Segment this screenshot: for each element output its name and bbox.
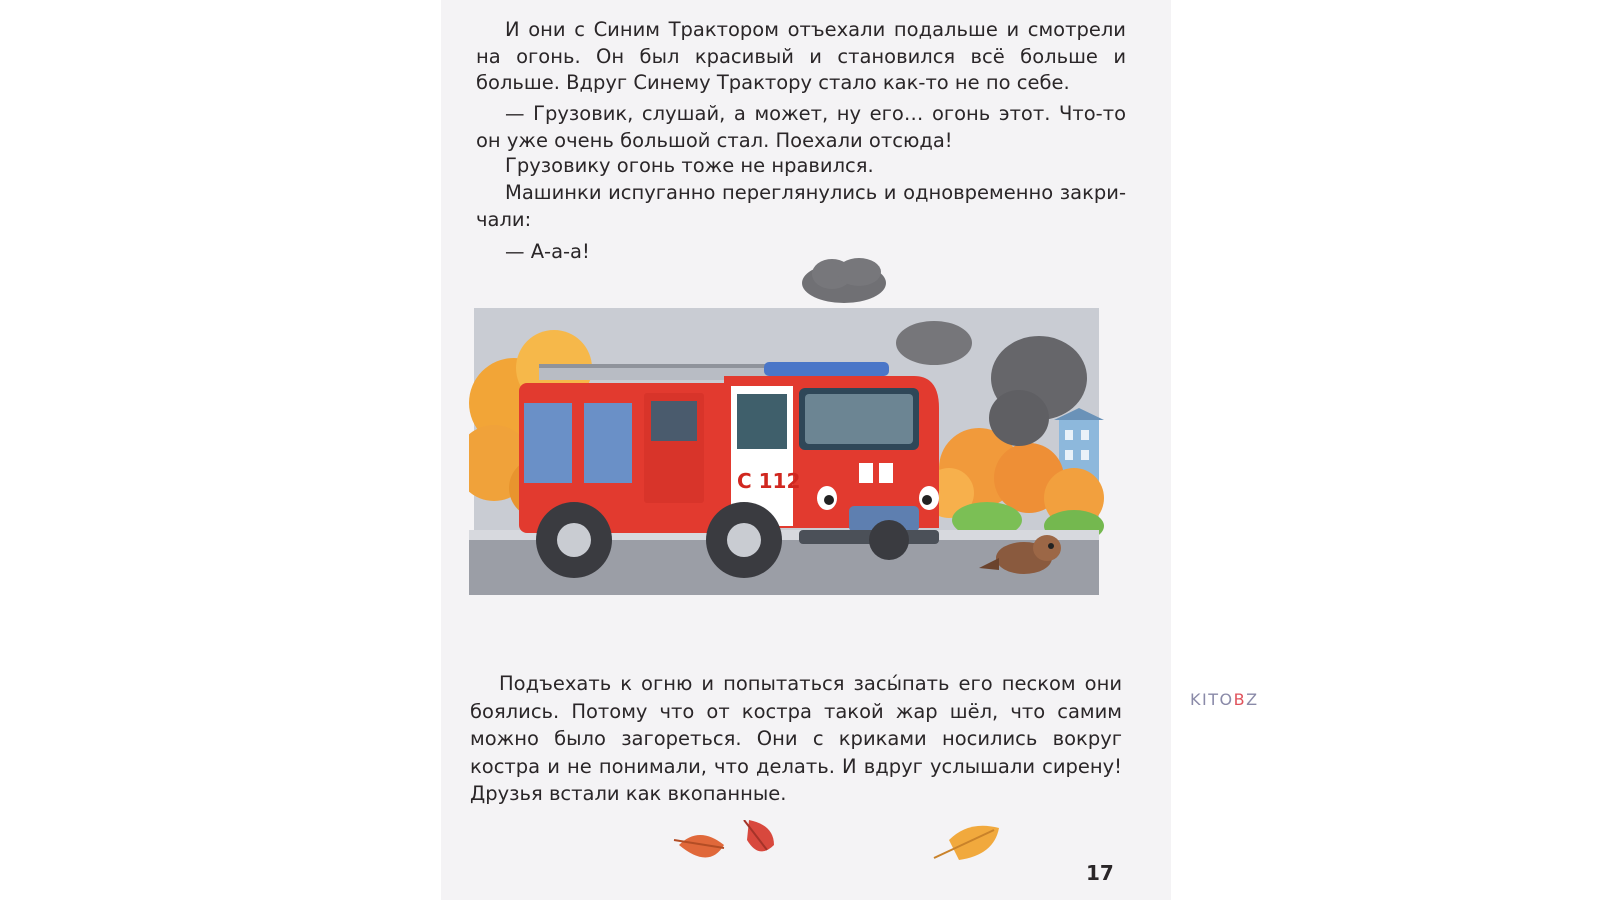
red-leaf-icon [744,820,774,851]
watermark-letter: B [1233,690,1247,709]
paragraph-4: Машинки испуганно переглянулись и одновременно закричали: [476,181,1126,231]
fire-truck [519,362,939,578]
fire-truck-illustration [469,258,1129,614]
red-leaf-icon [674,835,724,858]
paragraph-3: Грузовику огонь тоже не нравился. [505,154,874,177]
paragraph-6: Подъехать к огню и попытаться засы́пать его песком они боялись. Потому что от костра такой жар шёл, что самим можно было загореться. Они с криками носились вокруг костра и не понимали, что делать. И вдруг услышали сирену! Друзья встали как вкопанные. [470,672,1122,805]
paragraph-2: — Грузовик, слушай, а может, ну его… огонь этот. Что-то он уже очень большой стал. Поехали отсюда! [476,102,1126,152]
truck-label: С 112 [737,469,801,493]
oak-leaf-icon [934,826,999,860]
paragraph-5: — А-а-а! [505,240,590,263]
book-page [441,0,1171,900]
page-number: 17 [1086,861,1114,885]
watermark-suffix: Z [1246,690,1259,709]
paragraph-1: И они с Синим Трактором отъехали подальше и смотрели на огонь. Он был красивый и становился всё больше и больше. Вдруг Синему Трактору стало как-то не по себе. [476,18,1126,94]
autumn-leaves-decoration [669,820,1019,880]
watermark [1190,690,1259,709]
watermark-prefix: KITO [1190,690,1234,709]
